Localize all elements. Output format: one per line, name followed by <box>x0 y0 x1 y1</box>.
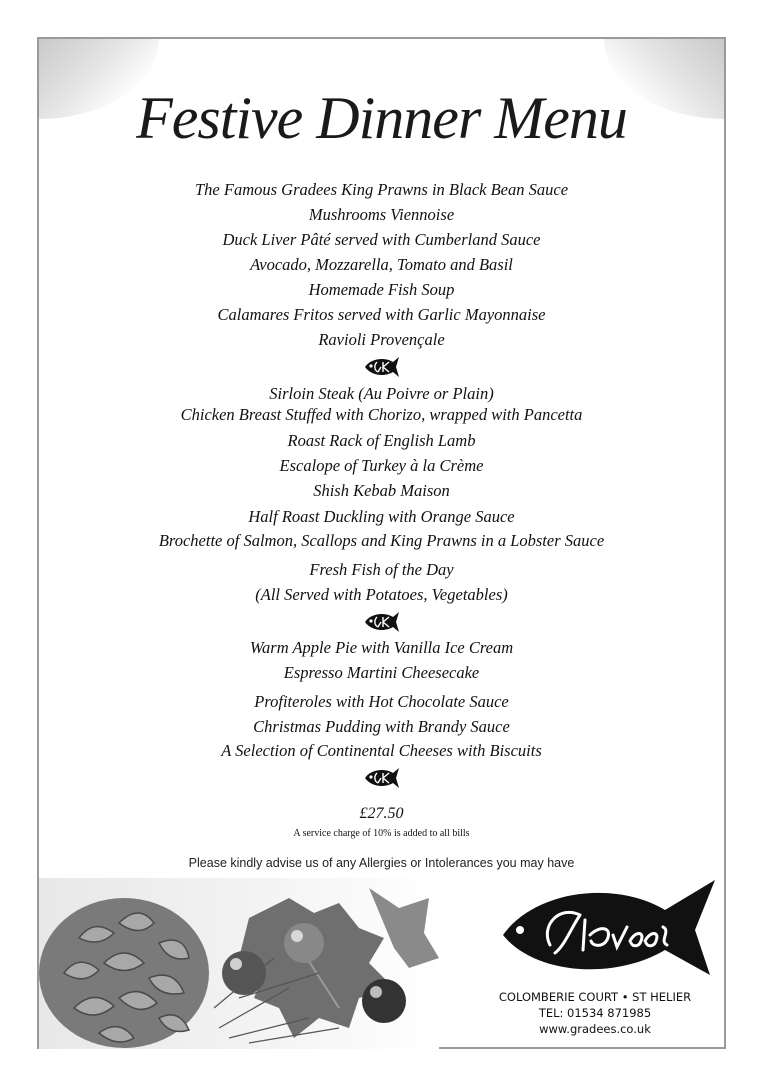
starter-item: Ravioli Provençale <box>318 330 445 349</box>
main-item: Half Roast Duckling with Orange Sauce <box>248 507 515 526</box>
starter-item: Calamares Fritos served with Garlic Mayonnaise <box>217 305 546 324</box>
main-item-note: (All Served with Potatoes, Vegetables) <box>255 585 508 604</box>
website-link[interactable]: www.gradees.co.uk <box>539 1022 651 1036</box>
starter-item: Homemade Fish Soup <box>308 280 455 299</box>
gradees-fish-logo-icon <box>495 875 725 985</box>
dessert-item: Warm Apple Pie with Vanilla Ice Cream <box>249 638 514 657</box>
service-charge-note: A service charge of 10% is added to all bills <box>293 828 470 839</box>
starter-item: The Famous Gradees King Prawns in Black Bean Sauce <box>194 180 569 199</box>
main-item: Fresh Fish of the Day <box>309 560 454 579</box>
pine-cone-holly-illustration <box>39 878 439 1049</box>
address-line: COLOMBERIE COURT • ST HELIER <box>498 990 692 1004</box>
starter-item: Avocado, Mozzarella, Tomato and Basil <box>250 255 513 274</box>
menu-title: Festive Dinner Menu <box>136 85 627 151</box>
gradees-fish-separator-icon <box>363 611 401 633</box>
starter-item: Duck Liver Pâté served with Cumberland Sauce <box>222 230 541 249</box>
dessert-item: Christmas Pudding with Brandy Sauce <box>253 717 510 736</box>
dessert-item: Espresso Martini Cheesecake <box>283 663 480 682</box>
main-item: Chicken Breast Stuffed with Chorizo, wrapped with Pancetta <box>180 405 583 424</box>
starter-item: Mushrooms Viennoise <box>308 205 455 224</box>
telephone: TEL: 01534 871985 <box>538 1006 652 1020</box>
main-item: Brochette of Salmon, Scallops and King Prawns in a Lobster Sauce <box>158 531 605 550</box>
main-item: Roast Rack of English Lamb <box>287 431 476 450</box>
dessert-item: A Selection of Continental Cheeses with Biscuits <box>221 741 542 760</box>
main-item: Escalope of Turkey à la Crème <box>279 456 484 475</box>
gradees-fish-separator-icon <box>363 356 401 378</box>
main-item: Sirloin Steak (Au Poivre or Plain) <box>269 384 494 403</box>
main-item: Shish Kebab Maison <box>313 481 450 500</box>
festive-decoration-image <box>39 878 439 1049</box>
dessert-item: Profiteroles with Hot Chocolate Sauce <box>254 692 509 711</box>
menu-price: £27.50 <box>359 805 404 822</box>
allergy-note: Please kindly advise us of any Allergies or Intolerances you may have <box>188 856 575 870</box>
gradees-fish-separator-icon <box>363 767 401 789</box>
